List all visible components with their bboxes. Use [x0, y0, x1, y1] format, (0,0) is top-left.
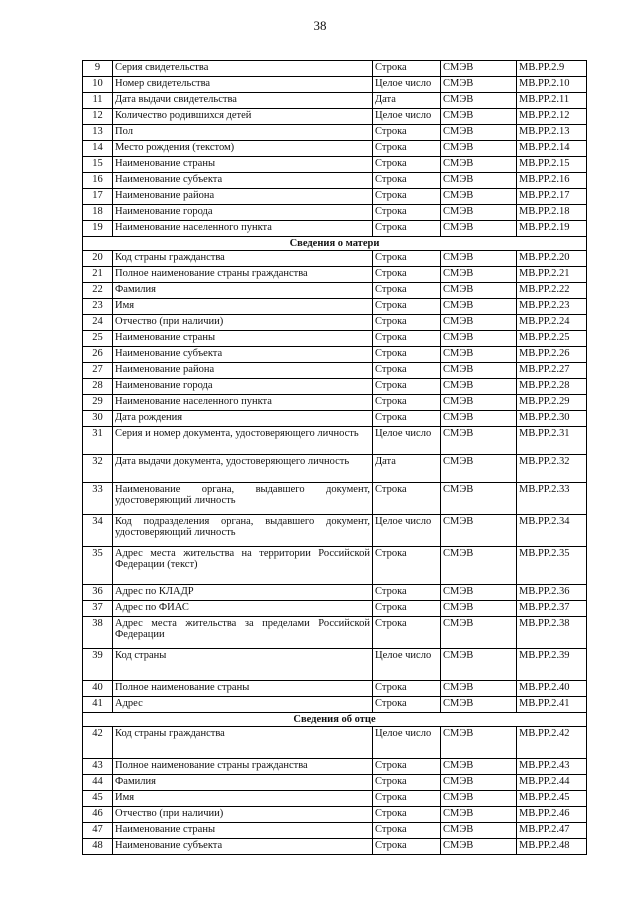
field-name-cell: Дата выдачи свидетельства [113, 93, 373, 109]
row-number-cell: 44 [83, 775, 113, 791]
row-number-cell: 23 [83, 299, 113, 315]
data-type-cell: Целое число [373, 427, 441, 455]
data-type-cell: Строка [373, 267, 441, 283]
row-number-cell: 31 [83, 427, 113, 455]
data-type-cell: Строка [373, 823, 441, 839]
source-cell: СМЭВ [441, 515, 517, 547]
source-cell: СМЭВ [441, 759, 517, 775]
field-name-cell: Серия и номер документа, удостоверяющего личность [113, 427, 373, 455]
table-row [83, 347, 587, 363]
field-code-cell: MB.PP.2.43 [517, 759, 587, 775]
row-number-cell: 32 [83, 455, 113, 483]
field-code-cell: MB.PP.2.42 [517, 727, 587, 759]
data-type-cell: Строка [373, 61, 441, 77]
table-body [83, 61, 587, 855]
field-name-cell: Наименование района [113, 189, 373, 205]
table-row [83, 363, 587, 379]
source-cell: СМЭВ [441, 157, 517, 173]
data-type-cell: Строка [373, 601, 441, 617]
field-code-cell: MB.PP.2.46 [517, 807, 587, 823]
data-type-cell: Целое число [373, 649, 441, 681]
table-row [83, 411, 587, 427]
data-type-cell: Строка [373, 221, 441, 237]
source-cell: СМЭВ [441, 601, 517, 617]
field-code-cell: MB.PP.2.40 [517, 681, 587, 697]
data-type-cell: Строка [373, 395, 441, 411]
table-row [83, 483, 587, 515]
field-name-cell: Отчество (при наличии) [113, 315, 373, 331]
field-name-cell: Дата выдачи документа, удостоверяющего личность [113, 455, 373, 483]
data-type-cell: Целое число [373, 109, 441, 125]
source-cell: СМЭВ [441, 483, 517, 515]
page-number: 38 [313, 18, 327, 33]
row-number-cell: 19 [83, 221, 113, 237]
source-cell: СМЭВ [441, 299, 517, 315]
row-number-cell: 29 [83, 395, 113, 411]
field-code-cell: MB.PP.2.36 [517, 585, 587, 601]
table-row [83, 697, 587, 713]
table-row [83, 251, 587, 267]
data-type-cell: Дата [373, 93, 441, 109]
table-row [83, 299, 587, 315]
field-code-cell: MB.PP.2.41 [517, 697, 587, 713]
field-code-cell: MB.PP.2.26 [517, 347, 587, 363]
table-row [83, 267, 587, 283]
field-code-cell: MB.PP.2.18 [517, 205, 587, 221]
source-cell: СМЭВ [441, 547, 517, 585]
field-name-cell: Код страны [113, 649, 373, 681]
table-row [83, 585, 587, 601]
field-name-cell: Наименование страны [113, 331, 373, 347]
row-number-cell: 25 [83, 331, 113, 347]
field-code-cell: MB.PP.2.24 [517, 315, 587, 331]
source-cell: СМЭВ [441, 141, 517, 157]
source-cell: СМЭВ [441, 585, 517, 601]
row-number-cell: 17 [83, 189, 113, 205]
source-cell: СМЭВ [441, 267, 517, 283]
field-code-cell: MB.PP.2.32 [517, 455, 587, 483]
data-type-cell: Строка [373, 189, 441, 205]
source-cell: СМЭВ [441, 205, 517, 221]
row-number-cell: 34 [83, 515, 113, 547]
data-type-cell: Целое число [373, 727, 441, 759]
field-name-cell: Дата рождения [113, 411, 373, 427]
source-cell: СМЭВ [441, 189, 517, 205]
row-number-cell: 18 [83, 205, 113, 221]
row-number-cell: 43 [83, 759, 113, 775]
source-cell: СМЭВ [441, 427, 517, 455]
field-code-cell: MB.PP.2.14 [517, 141, 587, 157]
field-code-cell: MB.PP.2.45 [517, 791, 587, 807]
row-number-cell: 27 [83, 363, 113, 379]
row-number-cell: 28 [83, 379, 113, 395]
table-row [83, 221, 587, 237]
field-code-cell: MB.PP.2.25 [517, 331, 587, 347]
table-row [83, 823, 587, 839]
field-name-cell: Код подразделения органа, выдавшего документ, удостоверяющий личность [113, 515, 373, 547]
row-number-cell: 36 [83, 585, 113, 601]
data-type-cell: Целое число [373, 515, 441, 547]
data-type-cell: Строка [373, 585, 441, 601]
row-number-cell: 48 [83, 839, 113, 855]
source-cell: СМЭВ [441, 411, 517, 427]
field-code-cell: MB.PP.2.31 [517, 427, 587, 455]
source-cell: СМЭВ [441, 455, 517, 483]
source-cell: СМЭВ [441, 395, 517, 411]
data-type-cell: Строка [373, 205, 441, 221]
field-name-cell: Полное наименование страны [113, 681, 373, 697]
field-code-cell: MB.PP.2.47 [517, 823, 587, 839]
source-cell: СМЭВ [441, 173, 517, 189]
source-cell: СМЭВ [441, 823, 517, 839]
table-row [83, 727, 587, 759]
table-row [83, 617, 587, 649]
field-name-cell: Фамилия [113, 283, 373, 299]
section-title: Сведения об отце [83, 713, 587, 727]
field-code-cell: MB.PP.2.38 [517, 617, 587, 649]
data-type-cell: Целое число [373, 77, 441, 93]
field-code-cell: MB.PP.2.35 [517, 547, 587, 585]
data-type-cell: Строка [373, 807, 441, 823]
field-name-cell: Наименование страны [113, 823, 373, 839]
source-cell: СМЭВ [441, 347, 517, 363]
field-name-cell: Наименование субъекта [113, 839, 373, 855]
data-type-cell: Строка [373, 681, 441, 697]
table-row [83, 759, 587, 775]
field-name-cell: Наименование города [113, 379, 373, 395]
data-type-cell: Строка [373, 283, 441, 299]
field-name-cell: Наименование города [113, 205, 373, 221]
field-name-cell: Код страны гражданства [113, 251, 373, 267]
field-name-cell: Место рождения (текстом) [113, 141, 373, 157]
table-row [83, 283, 587, 299]
row-number-cell: 16 [83, 173, 113, 189]
field-name-cell: Адрес по КЛАДР [113, 585, 373, 601]
table-row [83, 157, 587, 173]
row-number-cell: 10 [83, 77, 113, 93]
row-number-cell: 46 [83, 807, 113, 823]
field-code-cell: MB.PP.2.10 [517, 77, 587, 93]
source-cell: СМЭВ [441, 93, 517, 109]
source-cell: СМЭВ [441, 379, 517, 395]
row-number-cell: 40 [83, 681, 113, 697]
table-row [83, 61, 587, 77]
table-row [83, 125, 587, 141]
table-row [83, 455, 587, 483]
section-title: Сведения о матери [83, 237, 587, 251]
table-row [83, 109, 587, 125]
row-number-cell: 22 [83, 283, 113, 299]
table-row [83, 379, 587, 395]
table-row [83, 601, 587, 617]
table-row [83, 681, 587, 697]
field-code-cell: MB.PP.2.34 [517, 515, 587, 547]
field-name-cell: Отчество (при наличии) [113, 807, 373, 823]
field-name-cell: Наименование района [113, 363, 373, 379]
source-cell: СМЭВ [441, 109, 517, 125]
source-cell: СМЭВ [441, 649, 517, 681]
field-name-cell: Адрес [113, 697, 373, 713]
data-fields-table [82, 60, 587, 855]
section-header-row [83, 237, 587, 251]
row-number-cell: 41 [83, 697, 113, 713]
source-cell: СМЭВ [441, 363, 517, 379]
table-row [83, 173, 587, 189]
source-cell: СМЭВ [441, 77, 517, 93]
row-number-cell: 39 [83, 649, 113, 681]
row-number-cell: 38 [83, 617, 113, 649]
field-name-cell: Номер свидетельства [113, 77, 373, 93]
row-number-cell: 35 [83, 547, 113, 585]
table-row [83, 141, 587, 157]
source-cell: СМЭВ [441, 61, 517, 77]
data-type-cell: Строка [373, 141, 441, 157]
row-number-cell: 21 [83, 267, 113, 283]
field-code-cell: MB.PP.2.22 [517, 283, 587, 299]
field-name-cell: Имя [113, 299, 373, 315]
row-number-cell: 33 [83, 483, 113, 515]
table-row [83, 775, 587, 791]
data-type-cell: Строка [373, 697, 441, 713]
table-row [83, 315, 587, 331]
field-name-cell: Наименование страны [113, 157, 373, 173]
field-name-cell: Имя [113, 791, 373, 807]
field-code-cell: MB.PP.2.15 [517, 157, 587, 173]
row-number-cell: 30 [83, 411, 113, 427]
field-name-cell: Фамилия [113, 775, 373, 791]
table-row [83, 331, 587, 347]
data-type-cell: Строка [373, 331, 441, 347]
row-number-cell: 20 [83, 251, 113, 267]
table-row [83, 807, 587, 823]
field-name-cell: Код страны гражданства [113, 727, 373, 759]
table-row [83, 427, 587, 455]
row-number-cell: 26 [83, 347, 113, 363]
field-name-cell: Количество родившихся детей [113, 109, 373, 125]
source-cell: СМЭВ [441, 221, 517, 237]
data-type-cell: Строка [373, 411, 441, 427]
source-cell: СМЭВ [441, 315, 517, 331]
data-type-cell: Строка [373, 363, 441, 379]
data-type-cell: Строка [373, 775, 441, 791]
row-number-cell: 11 [83, 93, 113, 109]
row-number-cell: 42 [83, 727, 113, 759]
field-code-cell: MB.PP.2.21 [517, 267, 587, 283]
field-name-cell: Адрес по ФИАС [113, 601, 373, 617]
row-number-cell: 13 [83, 125, 113, 141]
data-type-cell: Строка [373, 483, 441, 515]
row-number-cell: 14 [83, 141, 113, 157]
row-number-cell: 9 [83, 61, 113, 77]
field-name-cell: Адрес места жительства за пределами Российской Федерации [113, 617, 373, 649]
field-code-cell: MB.PP.2.39 [517, 649, 587, 681]
table-row [83, 189, 587, 205]
field-name-cell: Наименование населенного пункта [113, 395, 373, 411]
data-type-cell: Строка [373, 547, 441, 585]
field-name-cell: Наименование органа, выдавшего документ, удостоверяющий личность [113, 483, 373, 515]
field-code-cell: MB.PP.2.16 [517, 173, 587, 189]
data-type-cell: Строка [373, 759, 441, 775]
field-name-cell: Наименование населенного пункта [113, 221, 373, 237]
source-cell: СМЭВ [441, 681, 517, 697]
table-row [83, 547, 587, 585]
row-number-cell: 24 [83, 315, 113, 331]
table-row [83, 93, 587, 109]
source-cell: СМЭВ [441, 283, 517, 299]
table-row [83, 791, 587, 807]
data-type-cell: Строка [373, 347, 441, 363]
field-code-cell: MB.PP.2.27 [517, 363, 587, 379]
field-name-cell: Полное наименование страны гражданства [113, 267, 373, 283]
row-number-cell: 47 [83, 823, 113, 839]
source-cell: СМЭВ [441, 125, 517, 141]
source-cell: СМЭВ [441, 807, 517, 823]
table-row [83, 839, 587, 855]
field-code-cell: MB.PP.2.20 [517, 251, 587, 267]
field-code-cell: MB.PP.2.33 [517, 483, 587, 515]
section-header-row [83, 713, 587, 727]
data-type-cell: Строка [373, 299, 441, 315]
row-number-cell: 45 [83, 791, 113, 807]
data-type-cell: Дата [373, 455, 441, 483]
field-code-cell: MB.PP.2.37 [517, 601, 587, 617]
row-number-cell: 15 [83, 157, 113, 173]
field-code-cell: MB.PP.2.44 [517, 775, 587, 791]
data-type-cell: Строка [373, 251, 441, 267]
row-number-cell: 12 [83, 109, 113, 125]
field-code-cell: MB.PP.2.9 [517, 61, 587, 77]
field-name-cell: Наименование субъекта [113, 173, 373, 189]
field-code-cell: MB.PP.2.11 [517, 93, 587, 109]
field-code-cell: MB.PP.2.30 [517, 411, 587, 427]
data-type-cell: Строка [373, 379, 441, 395]
table-row [83, 515, 587, 547]
data-type-cell: Строка [373, 617, 441, 649]
data-type-cell: Строка [373, 157, 441, 173]
field-code-cell: MB.PP.2.29 [517, 395, 587, 411]
data-type-cell: Строка [373, 173, 441, 189]
table-row [83, 205, 587, 221]
source-cell: СМЭВ [441, 775, 517, 791]
field-name-cell: Серия свидетельства [113, 61, 373, 77]
source-cell: СМЭВ [441, 839, 517, 855]
source-cell: СМЭВ [441, 791, 517, 807]
field-code-cell: MB.PP.2.28 [517, 379, 587, 395]
source-cell: СМЭВ [441, 331, 517, 347]
data-type-cell: Строка [373, 791, 441, 807]
field-code-cell: MB.PP.2.19 [517, 221, 587, 237]
field-code-cell: MB.PP.2.17 [517, 189, 587, 205]
source-cell: СМЭВ [441, 617, 517, 649]
field-code-cell: MB.PP.2.13 [517, 125, 587, 141]
table-row [83, 77, 587, 93]
source-cell: СМЭВ [441, 697, 517, 713]
data-type-cell: Строка [373, 839, 441, 855]
table-row [83, 395, 587, 411]
source-cell: СМЭВ [441, 727, 517, 759]
field-code-cell: MB.PP.2.12 [517, 109, 587, 125]
data-type-cell: Строка [373, 315, 441, 331]
field-name-cell: Пол [113, 125, 373, 141]
field-name-cell: Адрес места жительства на территории Российской Федерации (текст) [113, 547, 373, 585]
source-cell: СМЭВ [441, 251, 517, 267]
row-number-cell: 37 [83, 601, 113, 617]
data-type-cell: Строка [373, 125, 441, 141]
field-name-cell: Полное наименование страны гражданства [113, 759, 373, 775]
field-code-cell: MB.PP.2.48 [517, 839, 587, 855]
field-code-cell: MB.PP.2.23 [517, 299, 587, 315]
table-row [83, 649, 587, 681]
field-name-cell: Наименование субъекта [113, 347, 373, 363]
